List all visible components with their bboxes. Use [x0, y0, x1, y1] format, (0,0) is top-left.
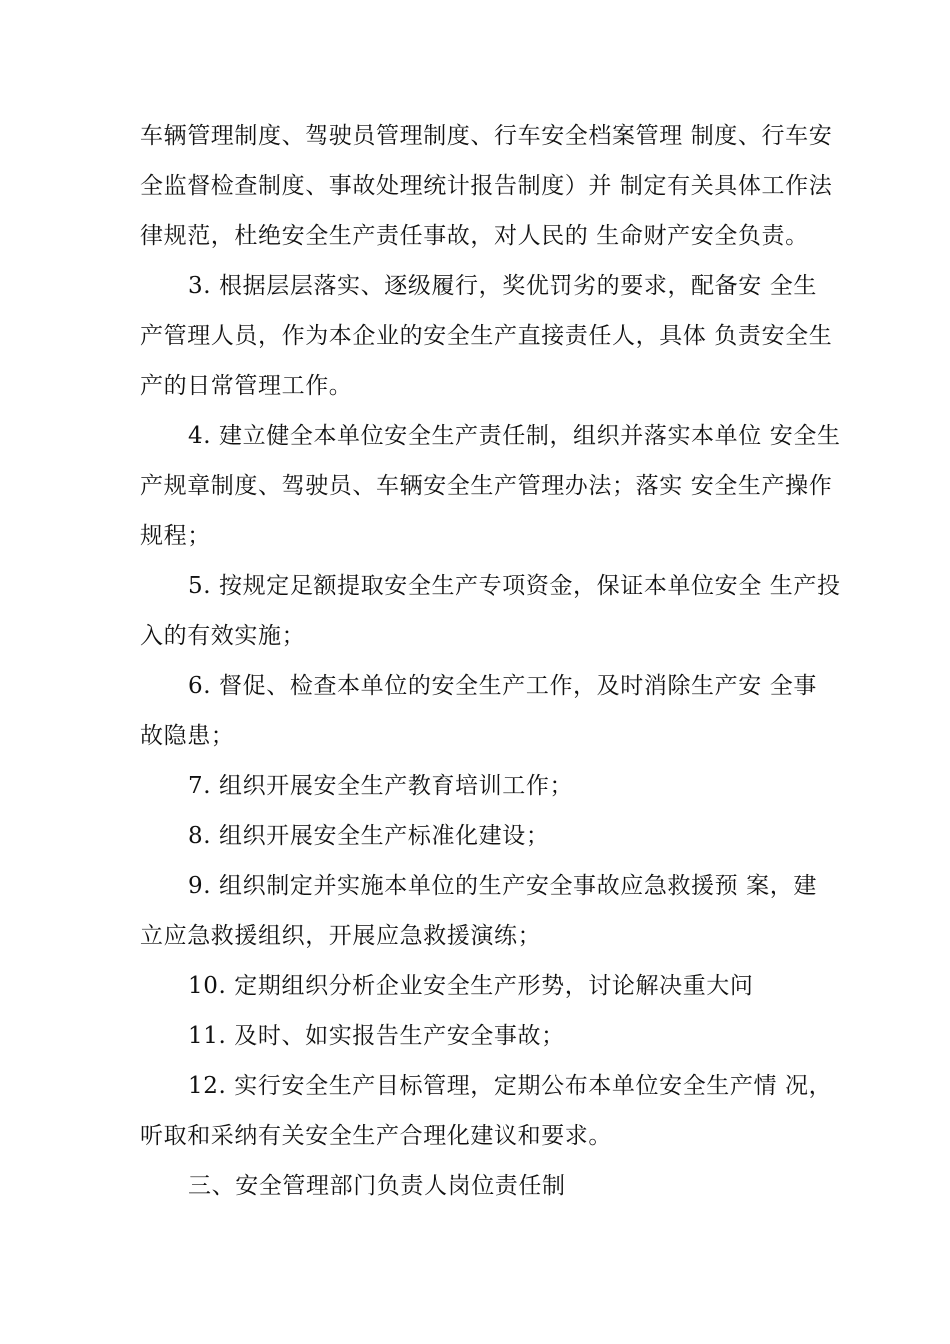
text-line: 听取和采纳有关安全生产合理化建议和要求。 [140, 1123, 612, 1149]
section-heading: 三、安全管理部门负责人岗位责任制 [188, 1173, 566, 1199]
list-item-5: 5. 按规定足额提取安全生产专项资金，保证本单位安全 生产投 [188, 573, 841, 599]
list-item-9: 9. 组织制定并实施本单位的生产安全事故应急救援预 案，建 [188, 873, 817, 899]
text-line: 入的有效实施； [140, 623, 306, 649]
text-line: 产规章制度、驾驶员、车辆安全生产管理办法；落实 安全生产操作 [140, 473, 833, 499]
list-item-8: 8. 组织开展安全生产标准化建设； [188, 823, 550, 849]
list-item-7: 7. 组织开展安全生产教育培训工作； [188, 773, 574, 799]
text-line: 立应急救援组织，开展应急救援演练； [140, 923, 542, 949]
text-line: 规程； [140, 523, 211, 549]
list-item-6: 6. 督促、检查本单位的安全生产工作，及时消除生产安 全事 [188, 673, 817, 699]
list-item-10: 10. 定期组织分析企业安全生产形势，讨论解决重大问 [188, 973, 754, 999]
text-line: 产管理人员，作为本企业的安全生产直接责任人，具体 负责安全生 [140, 323, 833, 349]
list-item-11: 11. 及时、如实报告生产安全事故； [188, 1023, 565, 1049]
text-line: 产的日常管理工作。 [140, 373, 353, 399]
list-item-4: 4. 建立健全本单位安全生产责任制，组织并落实本单位 安全生 [188, 423, 841, 449]
list-item-3: 3. 根据层层落实、逐级履行，奖优罚劣的要求，配备安 全生 [188, 273, 817, 299]
text-line: 全监督检查制度、事故处理统计报告制度）并 制定有关具体工作法 [140, 173, 833, 199]
text-line: 故隐患； [140, 723, 235, 749]
text-line: 车辆管理制度、驾驶员管理制度、行车安全档案管理 制度、行车安 [140, 123, 833, 149]
list-item-12: 12. 实行安全生产目标管理，定期公布本单位安全生产情 况， [188, 1073, 833, 1099]
text-line: 律规范，杜绝安全生产责任事故，对人民的 生命财产安全负责。 [140, 223, 809, 249]
